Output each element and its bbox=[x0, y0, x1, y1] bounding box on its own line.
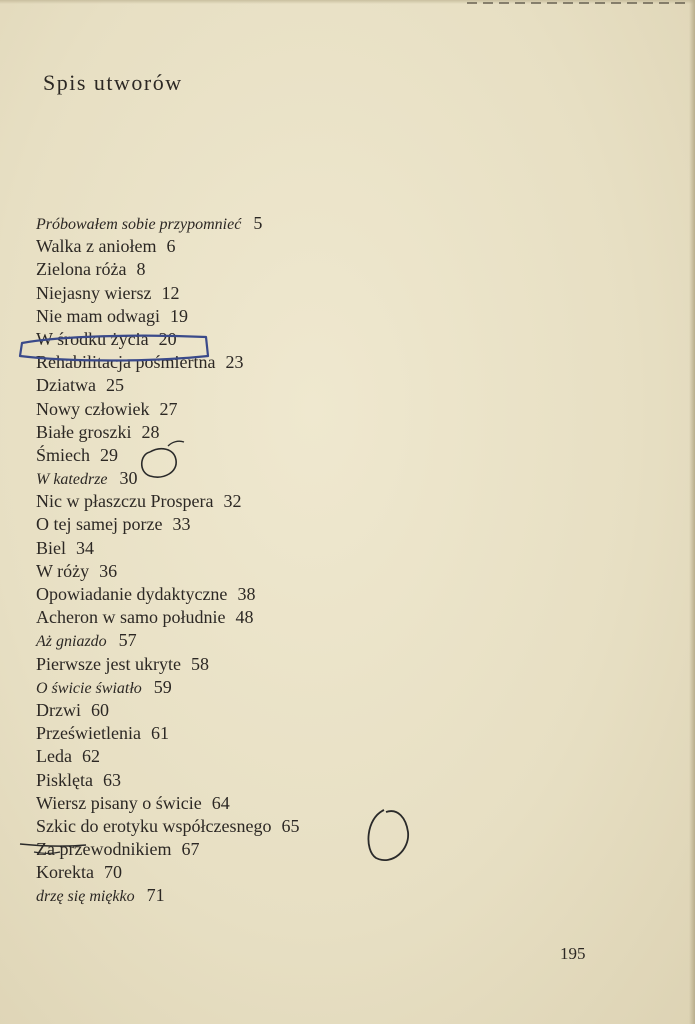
entry-title: Białe groszki bbox=[36, 421, 132, 442]
toc-entry bbox=[36, 305, 396, 328]
entry-title: Nowy człowiek bbox=[36, 398, 150, 419]
toc-entry bbox=[36, 653, 396, 676]
entry-page-number: 19 bbox=[169, 305, 188, 326]
entry-title: Prześwietlenia bbox=[36, 723, 141, 744]
entry-page-number: 8 bbox=[136, 259, 146, 280]
entry-page-number: 23 bbox=[225, 352, 244, 373]
entry-title: Pisklęta bbox=[36, 769, 93, 790]
entry-title: Dziatwa bbox=[36, 375, 96, 396]
toc-entry bbox=[36, 745, 396, 768]
entry-title: Śmiech bbox=[36, 444, 90, 465]
entry-title: Drzwi bbox=[36, 699, 81, 720]
entry-title: Nic w płaszczu Prospera bbox=[36, 491, 214, 512]
entry-title: drzę się miękko bbox=[36, 888, 135, 906]
entry-page-number: 58 bbox=[190, 653, 209, 674]
entry-title: O świcie światło bbox=[36, 679, 142, 697]
entry-page-number: 67 bbox=[181, 839, 200, 860]
entry-title: Wiersz pisany o świcie bbox=[36, 792, 202, 813]
toc-entry bbox=[36, 699, 396, 722]
toc-entry bbox=[36, 537, 396, 560]
entry-page-number: 25 bbox=[105, 375, 124, 396]
toc-entry bbox=[36, 838, 396, 861]
toc-entry bbox=[36, 815, 396, 838]
toc-entry bbox=[36, 258, 396, 281]
entry-page-number: 5 bbox=[253, 213, 263, 233]
toc-entry bbox=[36, 861, 396, 884]
entry-page-number: 70 bbox=[103, 862, 122, 883]
entry-title: Zielona róża bbox=[36, 259, 127, 280]
toc-entry bbox=[36, 606, 396, 629]
toc-entry bbox=[36, 676, 396, 699]
entry-page-number: 60 bbox=[90, 699, 109, 720]
toc-entry bbox=[36, 212, 396, 235]
entry-page-number: 12 bbox=[161, 282, 180, 303]
entry-title: O tej samej porze bbox=[36, 514, 163, 535]
entry-title: Nie mam odwagi bbox=[36, 305, 160, 326]
entry-title: Niejasny wiersz bbox=[36, 282, 152, 303]
entry-page-number: 59 bbox=[153, 676, 172, 697]
toc-entry bbox=[36, 583, 396, 606]
entry-title: Leda bbox=[36, 746, 72, 767]
toc-entry bbox=[36, 444, 396, 467]
toc-entry bbox=[36, 374, 396, 397]
entry-title: Walka z aniołem bbox=[36, 236, 157, 257]
entry-title: Biel bbox=[36, 537, 66, 558]
entry-title: Opowiadanie dydaktyczne bbox=[36, 584, 228, 604]
entry-page-number: 30 bbox=[119, 468, 138, 489]
entry-page-number: 33 bbox=[172, 514, 191, 535]
toc-entry bbox=[36, 792, 396, 815]
entry-page-number: 64 bbox=[211, 792, 230, 813]
entry-title: Szkic do erotyku współczesnego bbox=[36, 815, 272, 836]
toc-entry bbox=[36, 467, 396, 490]
entry-title: Acheron w samo południe bbox=[36, 607, 226, 628]
entry-title: Korekta bbox=[36, 862, 94, 883]
entry-page-number: 61 bbox=[150, 723, 169, 744]
toc-entry bbox=[36, 769, 396, 792]
dashed-rule bbox=[467, 2, 687, 4]
toc-entry bbox=[36, 884, 396, 907]
entry-page-number: 32 bbox=[223, 491, 242, 512]
entry-page-number: 38 bbox=[237, 584, 256, 604]
entry-page-number: 36 bbox=[99, 560, 118, 581]
entry-page-number: 29 bbox=[100, 444, 118, 465]
table-of-contents bbox=[36, 212, 396, 908]
toc-entry bbox=[36, 560, 396, 583]
entry-title: W katedrze bbox=[36, 471, 108, 489]
footer-page-number: 195 bbox=[560, 944, 586, 963]
entry-page-number: 57 bbox=[118, 630, 137, 651]
entry-page-number: 71 bbox=[146, 885, 165, 906]
entry-title: Za przewodnikiem bbox=[36, 839, 172, 860]
entry-title: Aż gniazdo bbox=[36, 633, 107, 651]
entry-page-number: 28 bbox=[141, 421, 160, 442]
page-right-edge bbox=[689, 0, 695, 1024]
entry-title: W róży bbox=[36, 560, 90, 581]
entry-page-number: 48 bbox=[235, 607, 254, 628]
entry-page-number: 65 bbox=[281, 815, 300, 836]
toc-entry bbox=[36, 513, 396, 536]
toc-entry bbox=[36, 328, 396, 351]
toc-entry bbox=[36, 722, 396, 745]
entry-title: Pierwsze jest ukryte bbox=[36, 653, 181, 674]
toc-entry bbox=[36, 398, 396, 421]
toc-entry bbox=[36, 490, 396, 513]
entry-title: Próbowałem sobie przypomnieć bbox=[36, 216, 242, 233]
entry-page-number: 27 bbox=[159, 398, 178, 419]
entry-page-number: 62 bbox=[81, 746, 100, 767]
entry-title: Rehabilitacja pośmiertna bbox=[36, 352, 216, 373]
toc-entry bbox=[36, 351, 396, 374]
entry-page-number: 20 bbox=[158, 328, 177, 349]
toc-entry bbox=[36, 421, 396, 444]
entry-page-number: 63 bbox=[103, 769, 121, 790]
entry-page-number: 34 bbox=[76, 537, 94, 558]
toc-entry bbox=[36, 235, 396, 258]
page-title: Spis utworów bbox=[43, 70, 183, 95]
entry-page-number: 6 bbox=[166, 236, 176, 257]
toc-entry bbox=[36, 282, 396, 305]
toc-entry bbox=[36, 629, 396, 652]
entry-title: W środku życia bbox=[36, 328, 149, 349]
